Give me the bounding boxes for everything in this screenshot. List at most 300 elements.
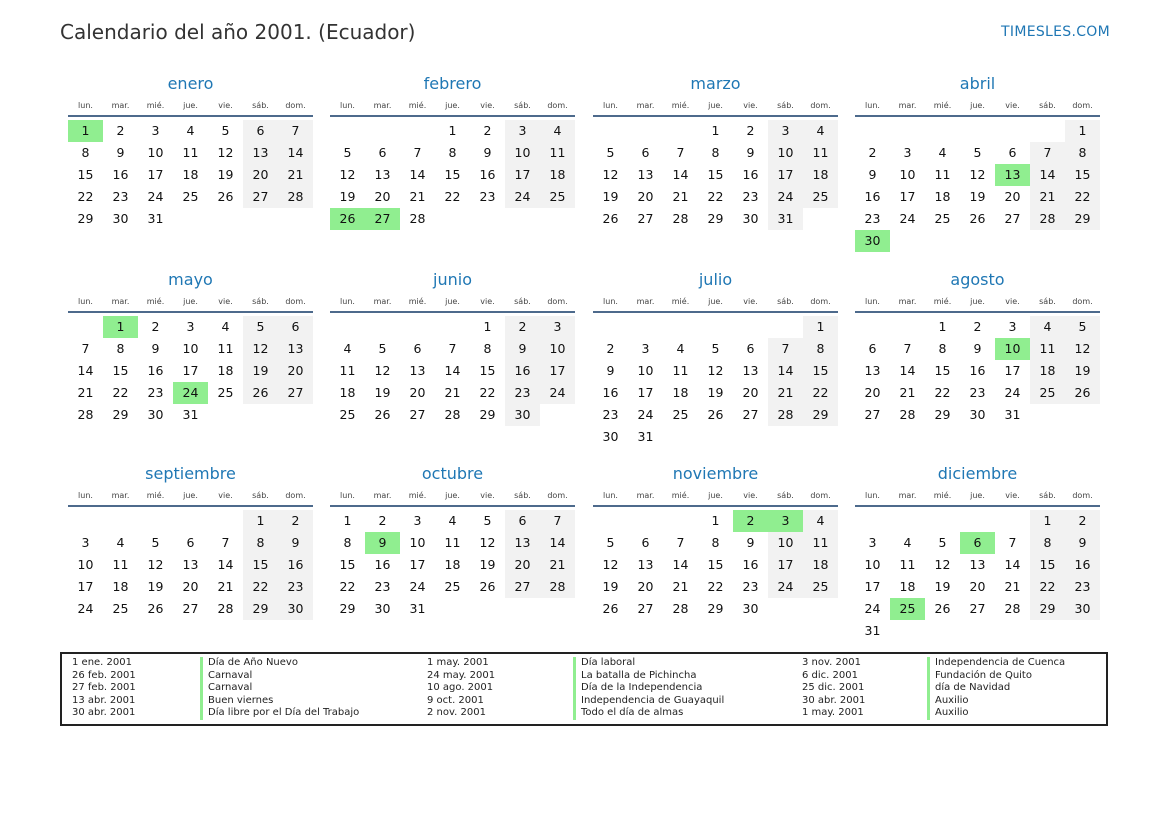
empty-cell xyxy=(593,510,628,532)
day-cell: 14 xyxy=(278,142,313,164)
day-cell: 3 xyxy=(1008,319,1017,334)
day-cell: 19 xyxy=(339,189,356,204)
day-cell: 9 xyxy=(1065,532,1100,554)
day-cell: 5 xyxy=(973,145,982,160)
day-cell: 14 xyxy=(77,363,94,378)
day-cell: 19 xyxy=(1065,360,1100,382)
week-row xyxy=(593,598,838,620)
day-cell: 30 xyxy=(1065,598,1100,620)
day-cell: 24 xyxy=(768,576,803,598)
day-cell: 10 xyxy=(768,142,803,164)
day-cell: 20 xyxy=(742,385,759,400)
day-cell: 25 xyxy=(182,189,199,204)
day-cell: 12 xyxy=(969,167,986,182)
legend-names xyxy=(200,654,417,724)
day-cell: 18 xyxy=(672,385,689,400)
day-cell: 15 xyxy=(934,363,951,378)
weekday-label: mié. xyxy=(408,491,427,500)
day-cell: 2 xyxy=(378,513,387,528)
weekday-label: vie. xyxy=(1005,101,1020,110)
weekday-header xyxy=(593,96,838,117)
empty-cell xyxy=(68,316,103,338)
day-cell: 23 xyxy=(864,211,881,226)
day-cell: 24 xyxy=(768,186,803,208)
day-cell: 5 xyxy=(711,341,720,356)
day-cell: 19 xyxy=(602,579,619,594)
day-cell: 9 xyxy=(151,341,160,356)
day-cell: 17 xyxy=(409,557,426,572)
week-row xyxy=(330,404,575,426)
empty-cell xyxy=(208,404,243,426)
day-cell: 12 xyxy=(479,535,496,550)
week-row xyxy=(855,120,1100,142)
week-row xyxy=(68,404,313,426)
day-cell: 4 xyxy=(903,535,912,550)
day-cell: 13 xyxy=(409,363,426,378)
day-cell: 28 xyxy=(217,601,234,616)
month-name: agosto xyxy=(950,270,1005,289)
day-cell: 8 xyxy=(711,535,720,550)
day-cell: 17 xyxy=(77,579,94,594)
day-cell: 14 xyxy=(768,360,803,382)
week-row xyxy=(855,142,1100,164)
weekday-label: jue. xyxy=(970,297,985,306)
day-cell: 15 xyxy=(707,557,724,572)
day-cell: 26 xyxy=(707,407,724,422)
legend-date: 10 ago. 2001 xyxy=(427,682,494,694)
day-cell: 13 xyxy=(742,363,759,378)
empty-cell xyxy=(278,404,313,426)
day-cell: 16 xyxy=(505,360,540,382)
legend-dates xyxy=(417,654,573,724)
day-cell: 19 xyxy=(374,385,391,400)
day-cell: 20 xyxy=(637,579,654,594)
day-cell: 12 xyxy=(374,363,391,378)
week-row xyxy=(330,532,575,554)
weekday-label: sáb. xyxy=(1039,491,1056,500)
week-row xyxy=(68,360,313,382)
day-cell: 3 xyxy=(81,535,90,550)
day-cell: 8 xyxy=(116,341,125,356)
week-row xyxy=(330,338,575,360)
weekday-label: mar. xyxy=(898,491,917,500)
day-cell: 1 xyxy=(938,319,947,334)
day-cell: 5 xyxy=(606,145,615,160)
day-cell: 30 xyxy=(278,598,313,620)
day-cell: 9 xyxy=(746,145,755,160)
day-cell: 18 xyxy=(217,363,234,378)
holiday-day-cell: 9 xyxy=(365,532,400,554)
day-cell: 27 xyxy=(637,211,654,226)
empty-cell xyxy=(278,208,313,230)
day-cell: 1 xyxy=(343,513,352,528)
empty-cell xyxy=(470,598,505,620)
empty-cell xyxy=(1030,120,1065,142)
empty-cell xyxy=(365,120,400,142)
site-link[interactable]: TIMESLES.COM xyxy=(1001,24,1110,40)
day-cell: 18 xyxy=(803,554,838,576)
week-row xyxy=(330,598,575,620)
day-cell: 16 xyxy=(742,557,759,572)
week-row xyxy=(68,142,313,164)
weekday-label: sáb. xyxy=(1039,297,1056,306)
day-cell: 3 xyxy=(540,316,575,338)
day-cell: 22 xyxy=(934,385,951,400)
empty-cell xyxy=(540,598,575,620)
week-row xyxy=(593,576,838,598)
weekday-label: vie. xyxy=(1005,297,1020,306)
day-cell: 22 xyxy=(1030,576,1065,598)
empty-cell xyxy=(138,510,173,532)
day-cell: 5 xyxy=(1065,316,1100,338)
empty-cell xyxy=(995,230,1030,252)
week-row xyxy=(593,120,838,142)
day-cell: 24 xyxy=(864,601,881,616)
day-cell: 29 xyxy=(1030,598,1065,620)
month-noviembre xyxy=(593,462,838,620)
day-cell: 23 xyxy=(112,189,129,204)
weekday-header xyxy=(330,486,575,507)
legend-group xyxy=(62,654,417,724)
empty-cell xyxy=(960,230,995,252)
day-cell: 20 xyxy=(243,164,278,186)
day-cell: 23 xyxy=(1065,576,1100,598)
day-cell: 24 xyxy=(1004,385,1021,400)
weekday-header xyxy=(68,292,313,313)
day-cell: 28 xyxy=(77,407,94,422)
day-cell: 30 xyxy=(505,404,540,426)
day-cell: 1 xyxy=(1030,510,1065,532)
day-cell: 22 xyxy=(112,385,129,400)
month-name: julio xyxy=(698,270,733,289)
day-cell: 2 xyxy=(116,123,125,138)
day-cell: 2 xyxy=(868,145,877,160)
month-mayo xyxy=(68,268,313,426)
holiday-day-cell: 1 xyxy=(68,120,103,142)
week-row xyxy=(68,510,313,532)
holiday-day-cell: 1 xyxy=(103,316,138,338)
day-cell: 1 xyxy=(711,513,720,528)
day-cell: 27 xyxy=(182,601,199,616)
legend-date: 2 nov. 2001 xyxy=(427,707,486,719)
day-cell: 17 xyxy=(899,189,916,204)
day-cell: 8 xyxy=(243,532,278,554)
weekday-label: dom. xyxy=(547,101,568,110)
day-cell: 20 xyxy=(505,554,540,576)
day-cell: 5 xyxy=(221,123,230,138)
day-cell: 6 xyxy=(186,535,195,550)
day-cell: 2 xyxy=(483,123,492,138)
day-cell: 10 xyxy=(147,145,164,160)
empty-cell xyxy=(890,316,925,338)
day-cell: 26 xyxy=(1065,382,1100,404)
month-name: enero xyxy=(167,74,214,93)
week-row xyxy=(855,164,1100,186)
day-cell: 8 xyxy=(938,341,947,356)
empty-cell xyxy=(925,510,960,532)
day-cell: 12 xyxy=(1065,338,1100,360)
day-cell: 10 xyxy=(409,535,426,550)
weekday-label: vie. xyxy=(743,297,758,306)
weekday-label: vie. xyxy=(218,297,233,306)
week-row xyxy=(68,316,313,338)
day-cell: 23 xyxy=(602,407,619,422)
weekday-header xyxy=(593,486,838,507)
weekday-label: mar. xyxy=(636,297,655,306)
month-enero xyxy=(68,72,313,230)
day-cell: 4 xyxy=(221,319,230,334)
day-cell: 8 xyxy=(448,145,457,160)
weekday-label: dom. xyxy=(810,101,831,110)
day-cell: 6 xyxy=(746,341,755,356)
weekday-label: lun. xyxy=(865,491,880,500)
day-cell: 13 xyxy=(505,532,540,554)
empty-cell xyxy=(1065,404,1100,426)
month-name: abril xyxy=(959,74,996,93)
empty-cell xyxy=(1030,620,1065,642)
weekday-header xyxy=(593,292,838,313)
day-cell: 22 xyxy=(803,382,838,404)
day-cell: 25 xyxy=(112,601,129,616)
empty-cell xyxy=(768,426,803,448)
empty-cell xyxy=(208,510,243,532)
legend-holiday-name: Día laboral xyxy=(573,657,792,670)
empty-cell xyxy=(733,316,768,338)
day-cell: 6 xyxy=(413,341,422,356)
legend-holiday-name: Auxilio xyxy=(927,695,1127,708)
day-cell: 10 xyxy=(540,338,575,360)
weekday-label: sáb. xyxy=(777,101,794,110)
day-cell: 28 xyxy=(540,576,575,598)
day-cell: 3 xyxy=(186,319,195,334)
empty-cell xyxy=(960,120,995,142)
day-cell: 21 xyxy=(444,385,461,400)
weekday-label: sáb. xyxy=(1039,101,1056,110)
day-cell: 6 xyxy=(868,341,877,356)
day-cell: 4 xyxy=(1030,316,1065,338)
day-cell: 1 xyxy=(448,123,457,138)
month-agosto xyxy=(855,268,1100,426)
weekday-label: mar. xyxy=(111,101,130,110)
legend-group xyxy=(417,654,792,724)
day-cell: 24 xyxy=(147,189,164,204)
weekday-label: sáb. xyxy=(514,491,531,500)
week-row xyxy=(330,120,575,142)
day-cell: 23 xyxy=(505,382,540,404)
weekday-label: lun. xyxy=(603,297,618,306)
empty-cell xyxy=(855,120,890,142)
weekday-label: lun. xyxy=(603,101,618,110)
day-cell: 18 xyxy=(339,385,356,400)
weekday-label: sáb. xyxy=(777,491,794,500)
day-cell: 26 xyxy=(602,211,619,226)
day-cell: 28 xyxy=(899,407,916,422)
day-cell: 10 xyxy=(77,557,94,572)
day-cell: 15 xyxy=(444,167,461,182)
day-cell: 30 xyxy=(147,407,164,422)
legend-date: 1 ene. 2001 xyxy=(72,657,132,668)
weekday-label: mié. xyxy=(146,297,165,306)
week-row xyxy=(330,510,575,532)
day-cell: 23 xyxy=(147,385,164,400)
day-cell: 19 xyxy=(602,189,619,204)
weekday-label: mié. xyxy=(671,297,690,306)
day-cell: 16 xyxy=(864,189,881,204)
day-cell: 26 xyxy=(147,601,164,616)
day-cell: 4 xyxy=(116,535,125,550)
weekday-label: jue. xyxy=(445,491,460,500)
month-marzo xyxy=(593,72,838,230)
day-cell: 13 xyxy=(278,338,313,360)
empty-cell xyxy=(995,510,1030,532)
day-cell: 21 xyxy=(1030,186,1065,208)
month-junio xyxy=(330,268,575,426)
day-cell: 8 xyxy=(1065,142,1100,164)
empty-cell xyxy=(925,230,960,252)
empty-cell xyxy=(173,208,208,230)
day-cell: 6 xyxy=(641,145,650,160)
day-cell: 2 xyxy=(151,319,160,334)
day-cell: 27 xyxy=(637,601,654,616)
day-cell: 15 xyxy=(479,363,496,378)
day-cell: 17 xyxy=(637,385,654,400)
weekday-label: dom. xyxy=(285,491,306,500)
legend-holiday-name: Independencia de Guayaquil xyxy=(573,695,792,708)
legend-date: 13 abr. 2001 xyxy=(72,694,136,706)
day-cell: 14 xyxy=(217,557,234,572)
day-cell: 20 xyxy=(637,189,654,204)
week-row xyxy=(855,404,1100,426)
holiday-day-cell: 27 xyxy=(365,208,400,230)
weekday-label: mié. xyxy=(146,101,165,110)
empty-cell xyxy=(995,620,1030,642)
day-cell: 5 xyxy=(343,145,352,160)
day-cell: 16 xyxy=(374,557,391,572)
day-cell: 22 xyxy=(479,385,496,400)
day-cell: 30 xyxy=(969,407,986,422)
holiday-day-cell: 26 xyxy=(330,208,365,230)
day-cell: 28 xyxy=(409,211,426,226)
legend-holiday-name: Día de Año Nuevo xyxy=(200,657,417,670)
day-cell: 2 xyxy=(606,341,615,356)
day-cell: 21 xyxy=(672,579,689,594)
weekday-label: mié. xyxy=(933,101,952,110)
day-cell: 9 xyxy=(116,145,125,160)
day-cell: 31 xyxy=(409,601,426,616)
day-cell: 15 xyxy=(339,557,356,572)
weekday-label: mar. xyxy=(111,297,130,306)
weekday-label: sáb. xyxy=(252,491,269,500)
empty-cell xyxy=(803,598,838,620)
empty-cell xyxy=(505,208,540,230)
day-cell: 19 xyxy=(707,385,724,400)
empty-cell xyxy=(400,120,435,142)
day-cell: 22 xyxy=(243,576,278,598)
day-cell: 18 xyxy=(1030,360,1065,382)
day-cell: 24 xyxy=(409,579,426,594)
empty-cell xyxy=(698,316,733,338)
day-cell: 7 xyxy=(1030,142,1065,164)
day-cell: 10 xyxy=(505,142,540,164)
day-cell: 13 xyxy=(243,142,278,164)
day-cell: 16 xyxy=(112,167,129,182)
week-row xyxy=(593,532,838,554)
week-row xyxy=(855,620,1100,642)
week-row xyxy=(330,382,575,404)
day-cell: 16 xyxy=(1065,554,1100,576)
day-cell: 21 xyxy=(1004,579,1021,594)
day-cell: 11 xyxy=(182,145,199,160)
day-cell: 14 xyxy=(899,363,916,378)
empty-cell xyxy=(330,316,365,338)
legend-date: 25 dic. 2001 xyxy=(802,682,865,694)
empty-cell xyxy=(1065,620,1100,642)
day-cell: 25 xyxy=(803,186,838,208)
day-cell: 6 xyxy=(278,316,313,338)
holiday-day-cell: 25 xyxy=(890,598,925,620)
weekday-label: jue. xyxy=(970,491,985,500)
weekday-label: sáb. xyxy=(514,101,531,110)
weekday-label: lun. xyxy=(78,101,93,110)
day-cell: 12 xyxy=(339,167,356,182)
weekday-label: sáb. xyxy=(777,297,794,306)
day-cell: 11 xyxy=(339,363,356,378)
day-cell: 5 xyxy=(483,513,492,528)
day-cell: 13 xyxy=(182,557,199,572)
day-cell: 21 xyxy=(278,164,313,186)
legend-date: 1 may. 2001 xyxy=(427,657,489,668)
empty-cell xyxy=(768,316,803,338)
day-cell: 7 xyxy=(540,510,575,532)
day-cell: 19 xyxy=(934,579,951,594)
legend-holiday-name: Independencia de Cuenca xyxy=(927,657,1127,670)
week-row xyxy=(68,576,313,598)
empty-cell xyxy=(400,316,435,338)
weekday-label: jue. xyxy=(183,491,198,500)
holiday-day-cell: 10 xyxy=(995,338,1030,360)
legend-dates xyxy=(62,654,200,724)
weekday-header xyxy=(855,96,1100,117)
day-cell: 10 xyxy=(768,532,803,554)
legend-dates xyxy=(792,654,927,724)
legend-names xyxy=(573,654,792,724)
day-cell: 15 xyxy=(1065,164,1100,186)
day-cell: 21 xyxy=(768,382,803,404)
week-row xyxy=(855,382,1100,404)
day-cell: 10 xyxy=(637,363,654,378)
day-cell: 8 xyxy=(711,145,720,160)
day-cell: 20 xyxy=(374,189,391,204)
day-cell: 13 xyxy=(969,557,986,572)
weekday-header xyxy=(855,486,1100,507)
day-cell: 28 xyxy=(444,407,461,422)
weekday-label: jue. xyxy=(445,101,460,110)
empty-cell xyxy=(243,404,278,426)
empty-cell xyxy=(1030,230,1065,252)
week-row xyxy=(593,164,838,186)
legend-date: 3 nov. 2001 xyxy=(802,657,861,668)
day-cell: 6 xyxy=(641,535,650,550)
day-cell: 18 xyxy=(540,164,575,186)
month-diciembre xyxy=(855,462,1100,642)
week-row xyxy=(593,360,838,382)
day-cell: 7 xyxy=(768,338,803,360)
weekday-label: vie. xyxy=(218,491,233,500)
day-cell: 19 xyxy=(217,167,234,182)
empty-cell xyxy=(1065,230,1100,252)
weekday-label: dom. xyxy=(285,297,306,306)
day-cell: 25 xyxy=(540,186,575,208)
